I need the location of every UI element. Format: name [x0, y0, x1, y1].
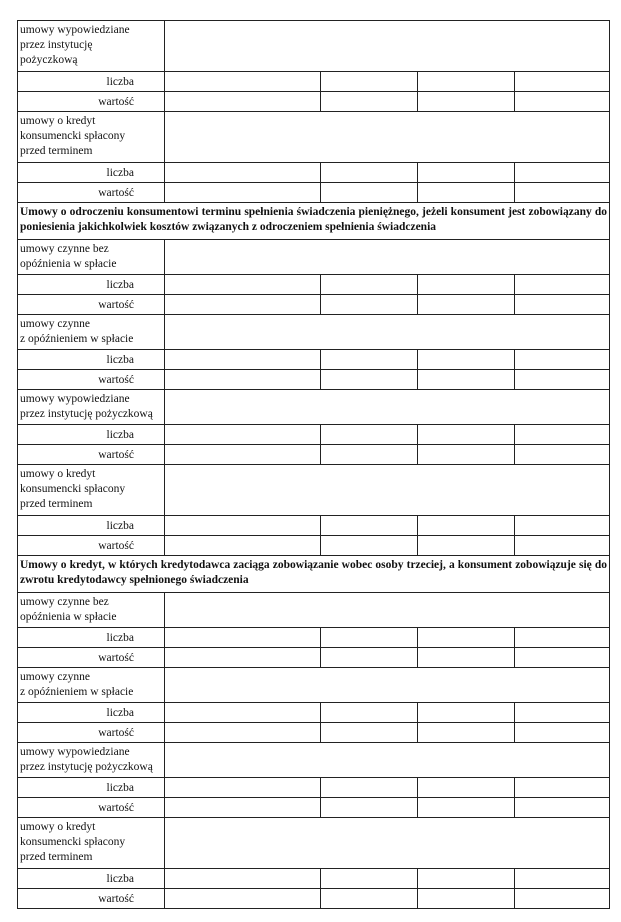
blank-cell: [165, 818, 610, 869]
input-cell[interactable]: [321, 370, 418, 390]
row-liczba: [18, 516, 610, 536]
row-liczba: [18, 72, 610, 92]
section-heading: Umowy o odroczeniu konsumentowi terminu spełnienia świadczenia pieniężnego, jeżeli konsument jest zobowiązany do poniesienia jakichkolwiek kosztów związanych z odroczeniem spełnienia świadczenia: [18, 203, 610, 240]
input-cell[interactable]: [515, 723, 610, 743]
input-cell[interactable]: [515, 648, 610, 668]
row-label: umowy o kredyt konsumencki spłacony przed terminem: [18, 112, 165, 163]
sub-label: wartość: [18, 445, 165, 465]
sub-label: liczba: [18, 516, 165, 536]
input-cell[interactable]: [321, 798, 418, 818]
input-cell[interactable]: [321, 723, 418, 743]
sub-label: wartość: [18, 889, 165, 909]
input-cell[interactable]: [321, 445, 418, 465]
input-cell[interactable]: [418, 295, 515, 315]
input-cell[interactable]: [515, 869, 610, 889]
input-cell[interactable]: [321, 425, 418, 445]
input-cell[interactable]: [418, 778, 515, 798]
input-cell[interactable]: [165, 425, 321, 445]
input-cell[interactable]: [321, 183, 418, 203]
input-cell[interactable]: [418, 350, 515, 370]
input-cell[interactable]: [165, 72, 321, 92]
sub-label: liczba: [18, 703, 165, 723]
sub-label: wartość: [18, 798, 165, 818]
input-cell[interactable]: [165, 628, 321, 648]
section-heading: Umowy o kredyt, w których kredytodawca zaciąga zobowiązanie wobec osoby trzeciej, a konsument zobowiązuje się do zwrotu kredytodawcy spełnionego świadczenia: [18, 556, 610, 593]
input-cell[interactable]: [321, 703, 418, 723]
row-label: umowy wypowiedziane przez instytucję pożyczkową: [18, 743, 165, 778]
sub-label: liczba: [18, 425, 165, 445]
blank-cell: [165, 390, 610, 425]
input-cell[interactable]: [515, 516, 610, 536]
row-label: umowy wypowiedziane przez instytucję pożyczkową: [18, 390, 165, 425]
row-wartosc: [18, 92, 610, 112]
input-cell[interactable]: [165, 183, 321, 203]
row-wartosc: [18, 648, 610, 668]
row-wartosc: [18, 723, 610, 743]
input-cell[interactable]: [165, 92, 321, 112]
blank-cell: [165, 21, 610, 72]
input-cell[interactable]: [418, 648, 515, 668]
row-group-splacony: [18, 112, 610, 163]
input-cell[interactable]: [165, 516, 321, 536]
row-liczba: [18, 350, 610, 370]
input-cell[interactable]: [321, 648, 418, 668]
input-cell[interactable]: [165, 798, 321, 818]
row-liczba: [18, 703, 610, 723]
input-cell[interactable]: [418, 889, 515, 909]
input-cell[interactable]: [418, 798, 515, 818]
input-cell[interactable]: [418, 516, 515, 536]
row-liczba: [18, 275, 610, 295]
row-label: umowy czynne z opóźnieniem w spłacie: [18, 315, 165, 350]
row-label: umowy o kredyt konsumencki spłacony przed terminem: [18, 818, 165, 869]
input-cell[interactable]: [165, 778, 321, 798]
blank-cell: [165, 240, 610, 275]
sub-label: liczba: [18, 350, 165, 370]
input-cell[interactable]: [418, 370, 515, 390]
input-cell[interactable]: [418, 275, 515, 295]
row-group-wypowiedziane: [18, 743, 610, 778]
row-group-czynne-bez: [18, 593, 610, 628]
sub-label: liczba: [18, 778, 165, 798]
row-wartosc: [18, 370, 610, 390]
input-cell[interactable]: [165, 445, 321, 465]
input-cell[interactable]: [321, 536, 418, 556]
input-cell[interactable]: [418, 869, 515, 889]
input-cell[interactable]: [321, 869, 418, 889]
input-cell[interactable]: [515, 536, 610, 556]
input-cell[interactable]: [515, 889, 610, 909]
row-liczba: [18, 628, 610, 648]
row-wartosc: [18, 183, 610, 203]
input-cell[interactable]: [418, 703, 515, 723]
sub-label: wartość: [18, 92, 165, 112]
input-cell[interactable]: [321, 92, 418, 112]
sub-label: liczba: [18, 628, 165, 648]
row-label: umowy o kredyt konsumencki spłacony przed terminem: [18, 465, 165, 516]
blank-cell: [165, 668, 610, 703]
row-wartosc: [18, 536, 610, 556]
input-cell[interactable]: [418, 723, 515, 743]
row-group-czynne-z: [18, 668, 610, 703]
input-cell[interactable]: [418, 445, 515, 465]
section-heading-row: [18, 203, 610, 240]
input-cell[interactable]: [321, 628, 418, 648]
row-group-wypowiedziane: [18, 390, 610, 425]
row-liczba: [18, 425, 610, 445]
input-cell[interactable]: [165, 350, 321, 370]
row-wartosc: [18, 889, 610, 909]
input-cell[interactable]: [515, 295, 610, 315]
blank-cell: [165, 112, 610, 163]
input-cell[interactable]: [165, 723, 321, 743]
row-wartosc: [18, 798, 610, 818]
sub-label: wartość: [18, 370, 165, 390]
sub-label: wartość: [18, 295, 165, 315]
blank-cell: [165, 315, 610, 350]
input-cell[interactable]: [418, 628, 515, 648]
input-cell[interactable]: [165, 275, 321, 295]
row-label: umowy czynne z opóźnieniem w spłacie: [18, 668, 165, 703]
input-cell[interactable]: [165, 370, 321, 390]
input-cell[interactable]: [515, 425, 610, 445]
input-cell[interactable]: [418, 183, 515, 203]
input-cell[interactable]: [165, 648, 321, 668]
input-cell[interactable]: [418, 425, 515, 445]
row-group-wypowiedziane: [18, 21, 610, 72]
row-label: umowy wypowiedziane przez instytucję pożyczkową: [18, 21, 165, 72]
input-cell[interactable]: [515, 72, 610, 92]
row-wartosc: [18, 295, 610, 315]
input-cell[interactable]: [418, 536, 515, 556]
blank-cell: [165, 593, 610, 628]
input-cell[interactable]: [515, 445, 610, 465]
sub-label: wartość: [18, 648, 165, 668]
sub-label: liczba: [18, 163, 165, 183]
input-cell[interactable]: [418, 72, 515, 92]
input-cell[interactable]: [515, 703, 610, 723]
row-group-splacony: [18, 818, 610, 869]
input-cell[interactable]: [515, 778, 610, 798]
row-liczba: [18, 869, 610, 889]
input-cell[interactable]: [418, 92, 515, 112]
sub-label: wartość: [18, 183, 165, 203]
input-cell[interactable]: [165, 163, 321, 183]
row-wartosc: [18, 445, 610, 465]
input-cell[interactable]: [321, 350, 418, 370]
row-liczba: [18, 163, 610, 183]
input-cell[interactable]: [321, 163, 418, 183]
input-cell[interactable]: [321, 516, 418, 536]
input-cell[interactable]: [165, 295, 321, 315]
row-label: umowy czynne bez opóźnienia w spłacie: [18, 240, 165, 275]
report-form: [17, 20, 610, 909]
row-group-czynne-bez: [18, 240, 610, 275]
input-cell[interactable]: [165, 703, 321, 723]
row-group-splacony: [18, 465, 610, 516]
row-liczba: [18, 778, 610, 798]
row-label: umowy czynne bez opóźnienia w spłacie: [18, 593, 165, 628]
input-cell[interactable]: [515, 92, 610, 112]
input-cell[interactable]: [515, 275, 610, 295]
input-cell[interactable]: [321, 72, 418, 92]
input-cell[interactable]: [321, 778, 418, 798]
blank-cell: [165, 465, 610, 516]
input-cell[interactable]: [515, 628, 610, 648]
input-cell[interactable]: [321, 889, 418, 909]
input-cell[interactable]: [515, 183, 610, 203]
input-cell[interactable]: [515, 798, 610, 818]
input-cell[interactable]: [165, 869, 321, 889]
input-cell[interactable]: [515, 350, 610, 370]
input-cell[interactable]: [165, 889, 321, 909]
input-cell[interactable]: [515, 370, 610, 390]
sub-label: wartość: [18, 723, 165, 743]
section-heading-row: [18, 556, 610, 593]
input-cell[interactable]: [165, 536, 321, 556]
sub-label: liczba: [18, 869, 165, 889]
input-cell[interactable]: [418, 163, 515, 183]
row-group-czynne-z: [18, 315, 610, 350]
sub-label: liczba: [18, 72, 165, 92]
input-cell[interactable]: [321, 275, 418, 295]
input-cell[interactable]: [321, 295, 418, 315]
sub-label: wartość: [18, 536, 165, 556]
input-cell[interactable]: [515, 163, 610, 183]
report-table: [17, 20, 610, 909]
blank-cell: [165, 743, 610, 778]
sub-label: liczba: [18, 275, 165, 295]
